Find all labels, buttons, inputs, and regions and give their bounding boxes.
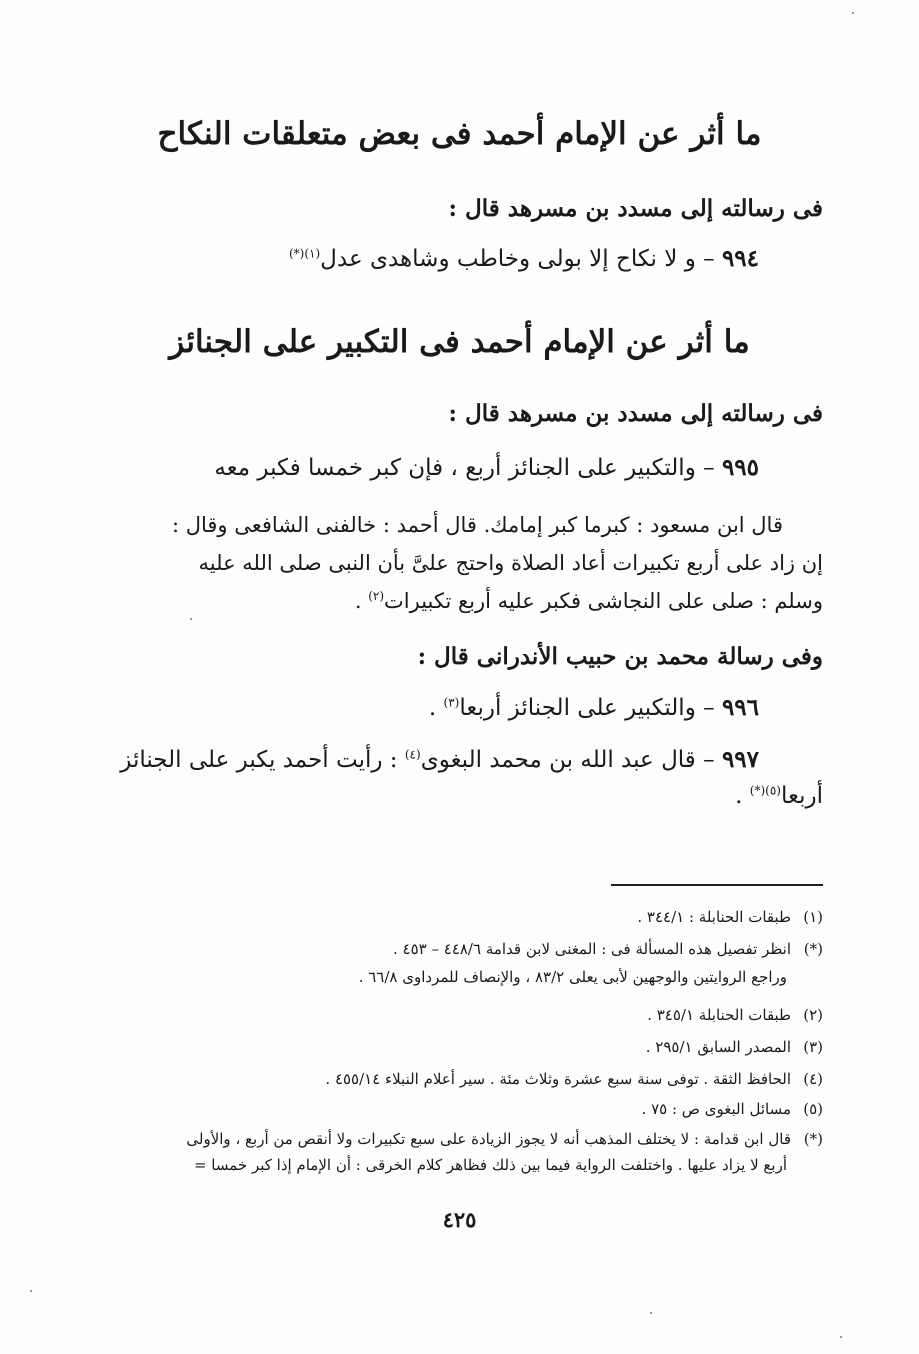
footnote-ref: (٢) <box>368 589 385 603</box>
entry-number: ٩٩٦ <box>721 694 759 721</box>
footnote-divider <box>611 884 823 886</box>
entry-text: – و لا نكاح إلا بولى وخاطب وشاهدى عدل <box>320 246 722 272</box>
intro-line-musaddad-1: فى رسالته إلى مسدد بن مسرهد قال : <box>448 195 823 222</box>
footnote-text-continuation: أربع لا يزاد عليها . واختلفت الرواية فيما بين ذلك فظاهر كلام الخرقى : أن الإمام إذا كبر خمسا = <box>193 1156 787 1174</box>
footnote-ref: (١)(*) <box>288 246 321 261</box>
entry-997: ٩٩٧ – قال عبد الله بن محمد البغوى$^{(٤)}$ : رأيت أحمد يكبر على الجنائز أربعا$^{(٥)(*)}$ . <box>120 746 823 809</box>
entry-995 <box>214 452 759 484</box>
scan-speck <box>852 12 854 14</box>
entry-text: – قال عبد الله بن محمد البغوى <box>420 747 722 773</box>
footnote-text: الحافظ الثقة . توفى سنة سبع عشرة وثلاث مئة . سير أعلام النبلاء ٤٥٥/١٤ . <box>325 1070 791 1088</box>
footnote-text: انظر تفصيل هذه المسألة فى : المغنى لابن قدامة ٤٤٨/٦ – ٤٥٣ . <box>393 940 791 958</box>
footnote-4 <box>95 1068 823 1090</box>
paragraph-line-1: قال ابن مسعود : كبرما كبر إمامك. قال أحمد : خالفنى الشافعى وقال : <box>171 513 783 537</box>
entry-text-continuation: أربعا <box>780 783 823 809</box>
footnote-mark: (٢) <box>803 1006 823 1024</box>
section-heading-funeral: ما أثر عن الإمام أحمد فى التكبير على الجنائز <box>169 324 750 360</box>
footnote-text: طبقات الحنابلة ٣٤٥/١ . <box>647 1006 791 1024</box>
footnote-1 <box>95 906 823 928</box>
intro-line-musaddad-2: فى رسالته إلى مسدد بن مسرهد قال : <box>448 400 823 427</box>
footnote-ref: (٤) <box>404 747 421 762</box>
footnote-text: المصدر السابق ٢٩٥/١ . <box>645 1038 791 1056</box>
footnote-mark: (*) <box>803 1130 823 1148</box>
footnote-ref: (٥)(*) <box>749 783 781 798</box>
footnote-mark: (٤) <box>803 1070 823 1088</box>
footnote-text-continuation: وراجع الروايتين والوجهين لأبى يعلى ٨٣/٢ ، والإنصاف للمرداوى ٦٦/٨ . <box>358 968 787 986</box>
commentary-paragraph <box>95 506 823 620</box>
entry-996: ٩٩٦ – والتكبير على الجنائز أربعا$^{(٣)}$ . <box>428 694 759 721</box>
footnote-5 <box>95 1098 823 1120</box>
footnote-text: قال ابن قدامة : لا يختلف المذهب أنه لا يجوز الزيادة على سبع تكبيرات ولا أنقص من أربع ، والأولى <box>186 1130 791 1148</box>
paragraph-line-2: إن زاد على أربع تكبيرات أعاد الصلاة واحتج علىَّ بأن النبى صلى الله عليه <box>198 551 823 575</box>
entry-994 <box>289 243 759 275</box>
page-number: ٤٢٥ <box>442 1207 477 1232</box>
footnote-3 <box>95 1036 823 1058</box>
entry-number: ٩٩٥ <box>721 454 759 481</box>
footnote-star-1 <box>95 938 823 988</box>
scan-speck <box>30 1290 32 1292</box>
footnote-mark: (٣) <box>803 1038 823 1056</box>
footnote-star-2 <box>95 1128 823 1176</box>
scan-speck <box>190 618 192 620</box>
intro-line-andarani: وفى رسالة محمد بن حبيب الأندرانى قال : <box>417 643 823 670</box>
footnote-text: مسائل البغوى ص : ٧٥ . <box>641 1100 791 1118</box>
entry-number: ٩٩٧ <box>721 746 759 773</box>
section-heading-marriage: ما أثر عن الإمام أحمد فى بعض متعلقات النكاح <box>157 116 762 152</box>
footnote-mark: (*) <box>803 940 823 958</box>
footnote-2 <box>95 1004 823 1026</box>
entry-text: – والتكبير على الجنائز أربع ، فإن كبر خمسا فكبر معه <box>214 455 722 481</box>
footnote-mark: (٥) <box>803 1100 823 1118</box>
footnote-ref: (٣) <box>443 695 460 710</box>
scan-speck <box>840 1336 842 1338</box>
scan-speck <box>650 1312 652 1314</box>
paragraph-line-3: وسلم : صلى على النجاشى فكبر عليه أربع تكبيرات$^{(٢)}$ . <box>354 589 823 613</box>
entry-number: ٩٩٤ <box>721 245 759 272</box>
footnote-text: طبقات الحنابلة : ٣٤٤/١ . <box>637 908 791 926</box>
footnote-mark: (١) <box>803 908 823 926</box>
entry-text: – والتكبير على الجنائز أربعا <box>459 695 722 721</box>
